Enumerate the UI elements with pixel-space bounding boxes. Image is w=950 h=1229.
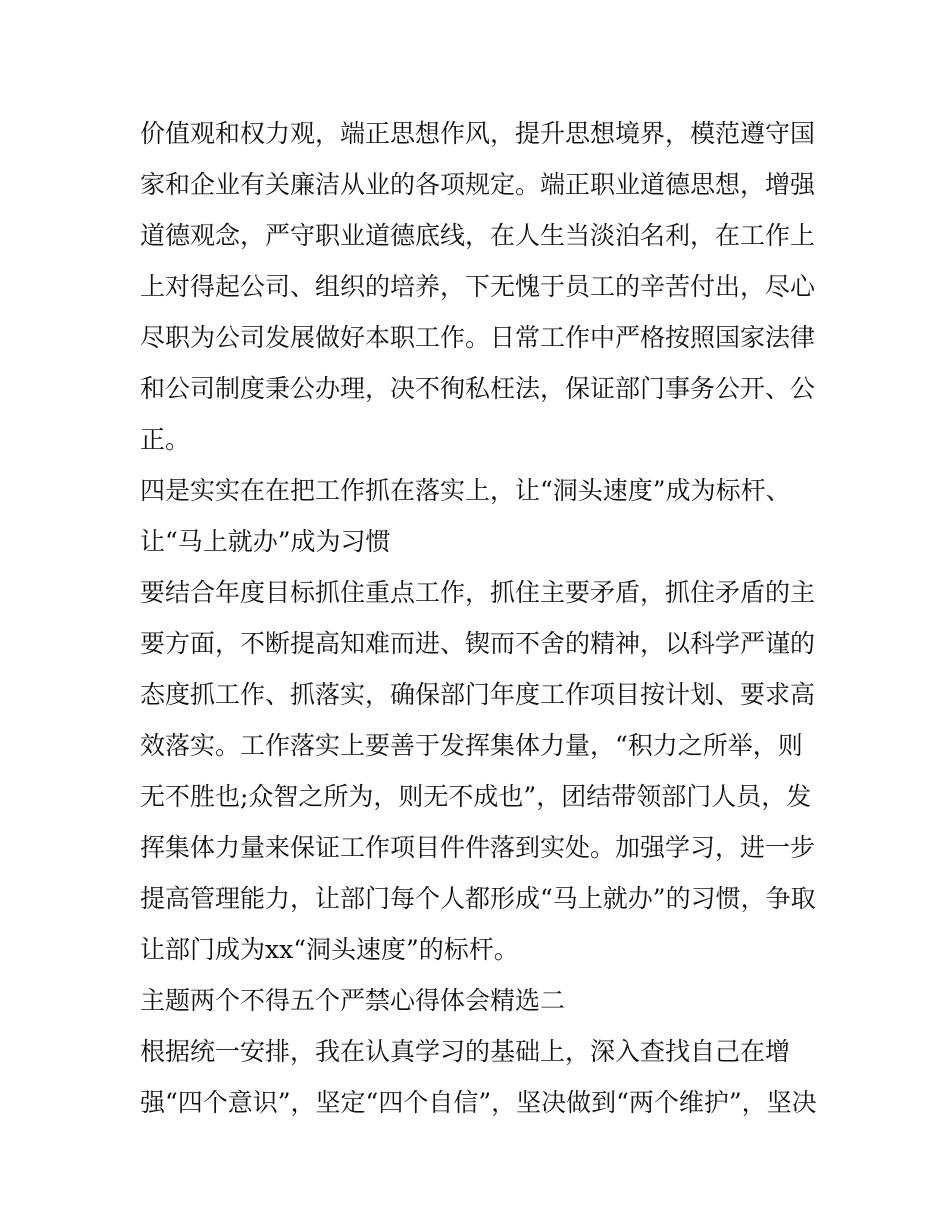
section-heading-line: 四是实实在在把工作抓在落实上，让“洞头速度”成为标杆、	[140, 476, 791, 505]
document-body	[140, 108, 820, 1128]
paragraph-line: 要结合年度目标抓住重点工作，抓住主要矛盾，抓住矛盾的主	[140, 578, 816, 607]
section-title: 主题两个不得五个严禁心得体会精选二	[140, 986, 566, 1015]
section-heading-line: 让“马上就办”成为习惯	[140, 527, 391, 556]
paragraph-line: 要方面，不断提高知难而进、锲而不舍的精神，以科学严谨的	[140, 629, 816, 658]
paragraph-line: 态度抓工作、抓落实，确保部门年度工作项目按计划、要求高	[140, 680, 816, 709]
paragraph-line: 家和企业有关廉洁从业的各项规定。端正职业道德思想，增强	[140, 170, 816, 199]
paragraph-line: 无不胜也;众智之所为，则无不成也”，团结带领部门人员，发	[140, 782, 812, 811]
paragraph-line: 让部门成为xx“洞头速度”的标杆。	[140, 935, 519, 964]
paragraph-line: 价值观和权力观，端正思想作风，提升思想境界，模范遵守国	[140, 119, 816, 148]
paragraph-line: 挥集体力量来保证工作项目件件落到实处。加强学习，进一步	[140, 833, 816, 862]
paragraph-line: 上对得起公司、组织的培养，下无愧于员工的辛苦付出，尽心	[140, 272, 816, 301]
paragraph-line: 和公司制度秉公办理，决不徇私枉法，保证部门事务公开、公	[140, 374, 816, 403]
paragraph-line: 效落实。工作落实上要善于发挥集体力量，“积力之所举，则	[140, 731, 803, 760]
paragraph-line: 道德观念，严守职业道德底线，在人生当淡泊名利，在工作上	[140, 221, 816, 250]
paragraph-line: 提高管理能力，让部门每个人都形成“马上就办”的习惯，争取	[140, 884, 816, 913]
paragraph-line: 正。	[140, 425, 191, 454]
paragraph-line: 尽职为公司发展做好本职工作。日常工作中严格按照国家法律	[140, 323, 816, 352]
paragraph-line: 根据统一安排，我在认真学习的基础上，深入查找自己在增	[140, 1037, 791, 1066]
paragraph-line: 强“四个意识”，坚定“四个自信”，坚决做到“两个维护”，坚决	[140, 1088, 817, 1117]
